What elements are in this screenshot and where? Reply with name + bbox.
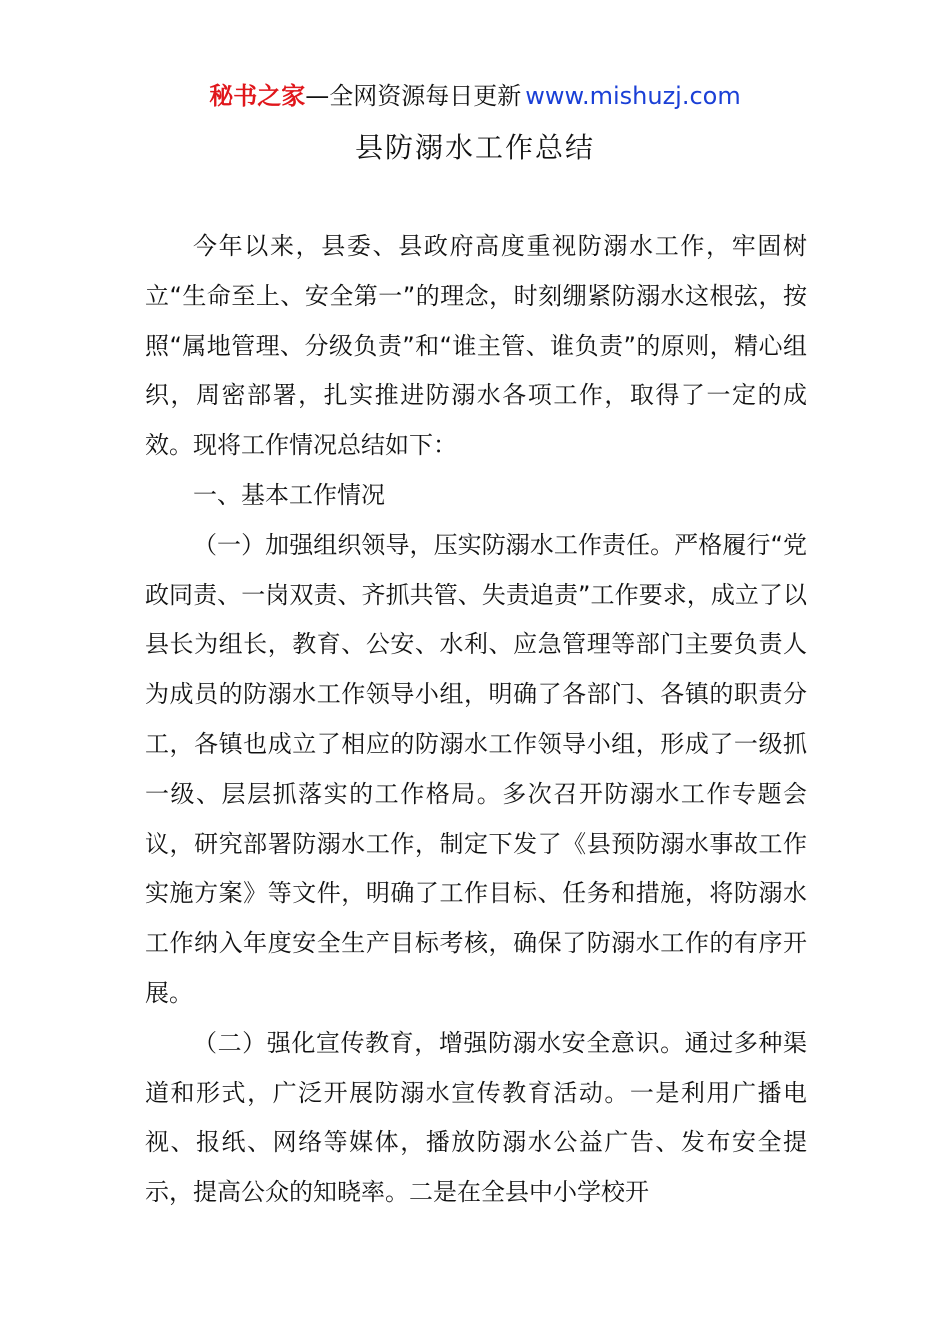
section-heading: 一、基本工作情况: [193, 480, 385, 509]
site-brand: 秘书之家: [209, 82, 306, 110]
document-body: [145, 222, 807, 1218]
document-title: 县防溺水工作总结: [354, 131, 595, 164]
site-header: [0, 80, 950, 112]
site-url-link[interactable]: www.mishuzj.com: [525, 82, 741, 110]
paragraph-publicity: （二）强化宣传教育，增强防溺水安全意识。通过多种渠道和形式，广泛开展防溺水宣传教育活动。一是利用广播电视、报纸、网络等媒体，播放防溺水公益广告、发布安全提示，提高公众的知晓率。二是在全县中小学校开: [145, 1028, 807, 1207]
site-slogan: —全网资源每日更新: [305, 82, 522, 110]
paragraph-organization: （一）加强组织领导，压实防溺水工作责任。严格履行“党政同责、一岗双责、齐抓共管、失责追责”工作要求，成立了以县长为组长，教育、公安、水利、应急管理等部门主要负责人为成员的防溺水工作领导小组，明确了各部门、各镇的职责分工，各镇也成立了相应的防溺水工作领导小组，形成了一级抓一级、层层抓落实的工作格局。多次召开防溺水工作专题会议，研究部署防溺水工作，制定下发了《县预防溺水事故工作实施方案》等文件，明确了工作目标、任务和措施，将防溺水工作纳入年度安全生产目标考核，确保了防溺水工作的有序开展。: [145, 530, 807, 1007]
paragraph-intro: 今年以来，县委、县政府高度重视防溺水工作，牢固树立“生命至上、安全第一”的理念，时刻绷紧防溺水这根弦，按照“属地管理、分级负责”和“谁主管、谁负责”的原则，精心组织，周密部署，扎实推进防溺水各项工作，取得了一定的成效。现将工作情况总结如下：: [145, 232, 807, 460]
